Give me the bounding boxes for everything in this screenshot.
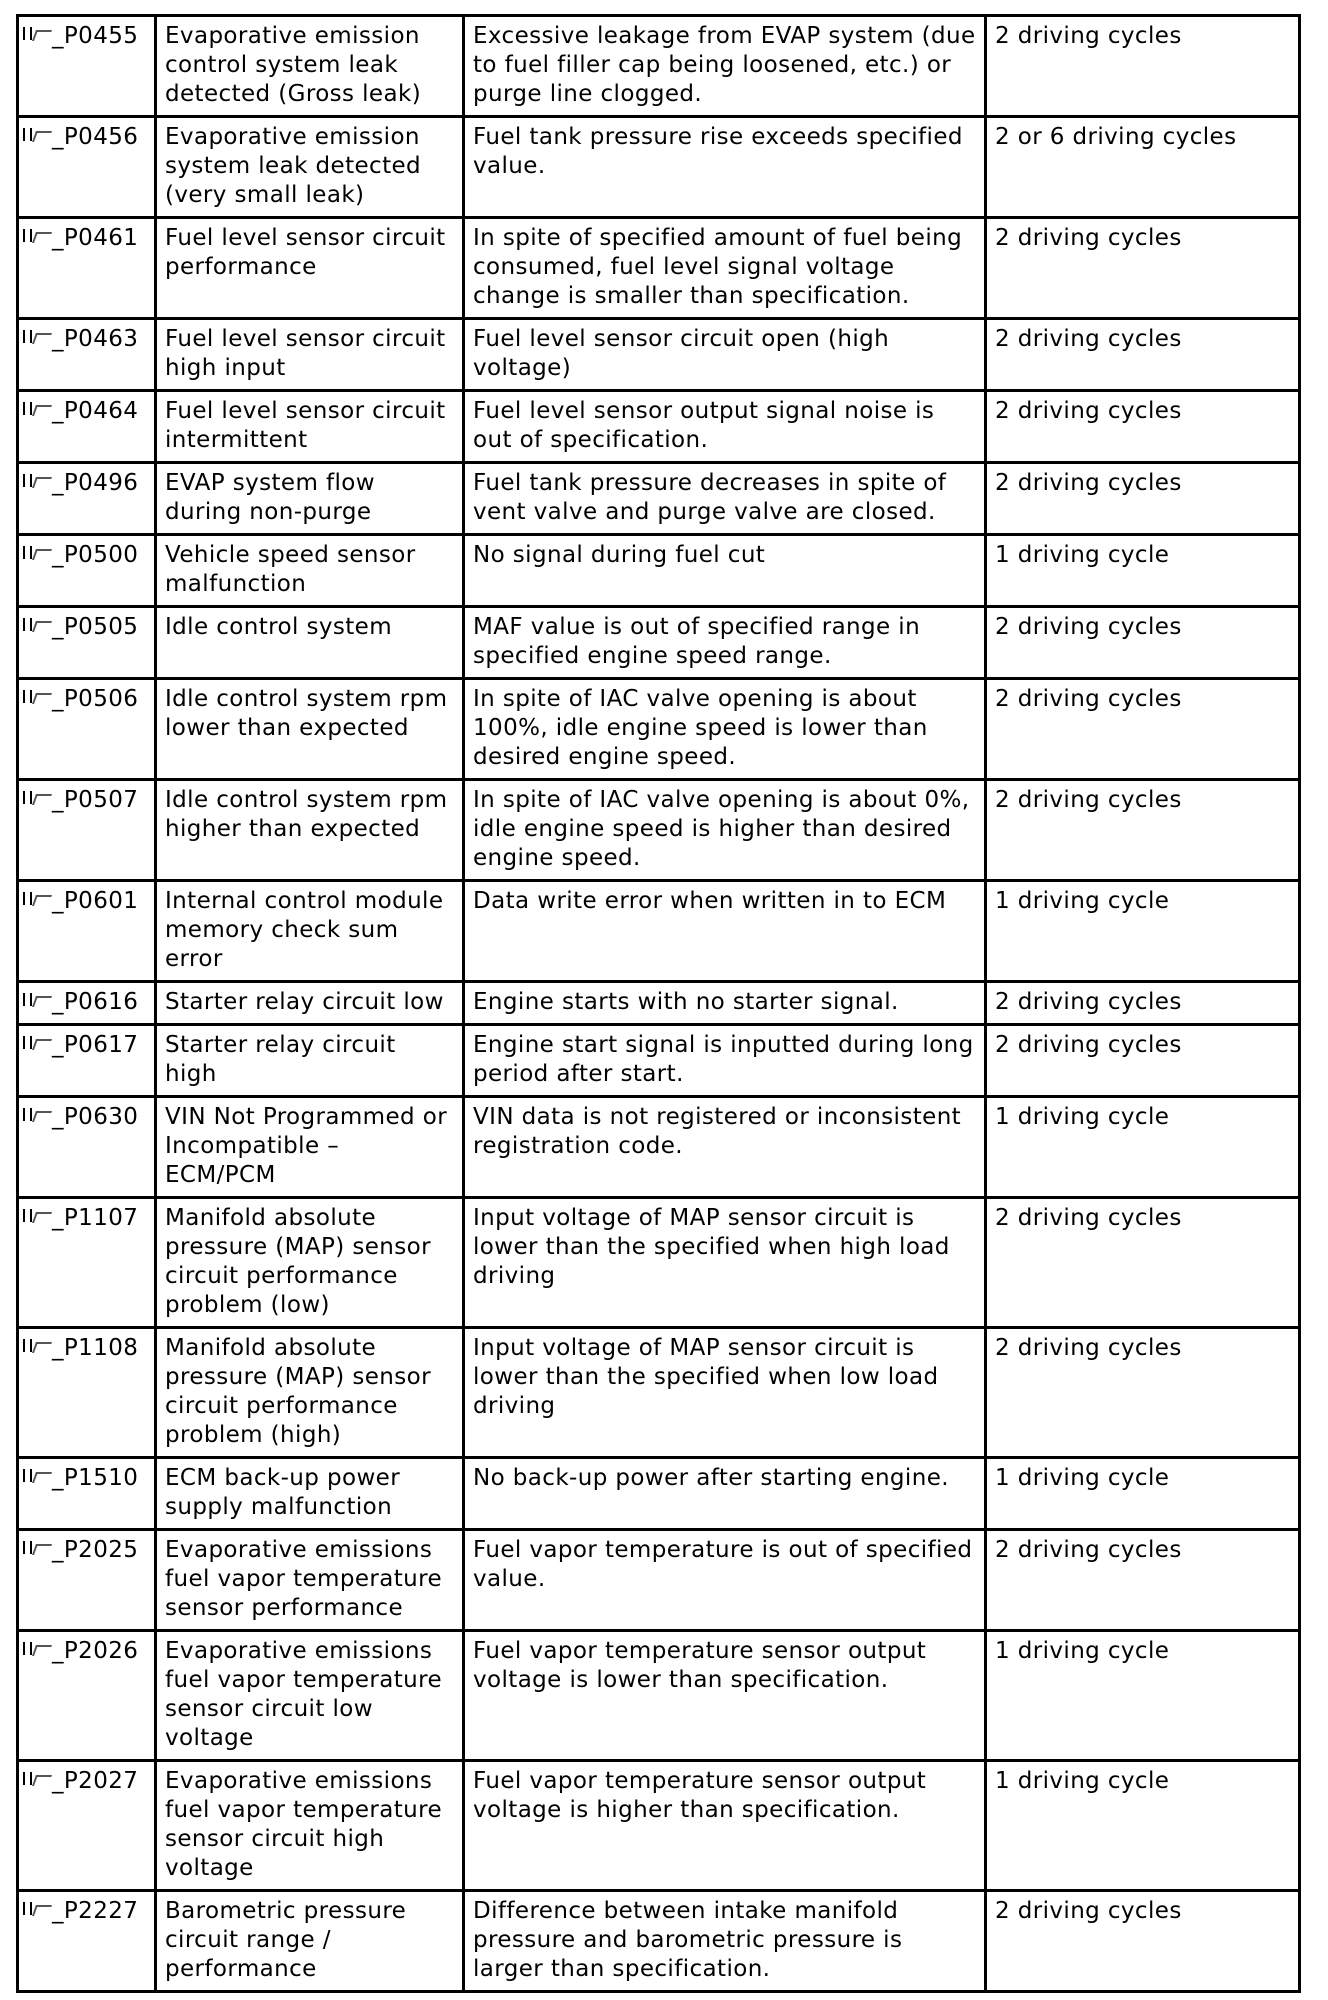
detecting-condition-cell: Fuel tank pressure decreases in spite of vent valve and purge valve are closed.: [464, 463, 986, 535]
dtc-code: _P0617: [52, 1032, 139, 1058]
table-row: [18, 463, 1300, 535]
dtc-code: _P0464: [52, 398, 139, 424]
dtc-name-cell: Evaporative emission control system leak detected (Gross leak): [156, 16, 464, 117]
detecting-condition-cell: In spite of IAC valve opening is about 100%, idle engine speed is lower than desired engine speed.: [464, 679, 986, 780]
dtc-table: [16, 14, 1301, 1993]
table-row: [18, 1097, 1300, 1198]
dtc-name-cell: EVAP system flow during non-purge: [156, 463, 464, 535]
dtc-code: _P2026: [52, 1638, 139, 1664]
detecting-condition-cell: In spite of IAC valve opening is about 0%, idle engine speed is higher than desired engine speed.: [464, 780, 986, 881]
dtc-code: _P1107: [52, 1205, 139, 1231]
dtc-link-icon: [23, 1107, 51, 1123]
dtc-link-icon: [23, 1901, 51, 1917]
dtc-code-cell[interactable]: [18, 881, 156, 982]
dtc-link-icon: [23, 1035, 51, 1051]
dtc-code: _P1108: [52, 1335, 139, 1361]
dtc-code: _P2027: [52, 1768, 139, 1794]
dtc-name-cell: ECM back-up power supply malfunction: [156, 1458, 464, 1530]
dtc-name-cell: Manifold absolute pressure (MAP) sensor circuit performance problem (high): [156, 1328, 464, 1458]
mil-trip-cell: 1 driving cycle: [986, 1761, 1300, 1891]
dtc-code-cell[interactable]: [18, 218, 156, 319]
dtc-code: _P0601: [52, 888, 139, 914]
mil-trip-cell: 2 driving cycles: [986, 1025, 1300, 1097]
dtc-link-icon: [23, 329, 51, 345]
dtc-code-cell[interactable]: [18, 780, 156, 881]
mil-trip-cell: 1 driving cycle: [986, 1097, 1300, 1198]
dtc-code-cell[interactable]: [18, 16, 156, 117]
dtc-name-cell: Starter relay circuit high: [156, 1025, 464, 1097]
dtc-code: _P0506: [52, 686, 139, 712]
mil-trip-cell: 2 driving cycles: [986, 780, 1300, 881]
detecting-condition-cell: No back-up power after starting engine.: [464, 1458, 986, 1530]
dtc-code-cell[interactable]: [18, 982, 156, 1025]
dtc-name-cell: Fuel level sensor circuit intermittent: [156, 391, 464, 463]
table-row: [18, 1328, 1300, 1458]
dtc-link-icon: [23, 1208, 51, 1224]
mil-trip-cell: 2 driving cycles: [986, 16, 1300, 117]
table-row: [18, 780, 1300, 881]
dtc-code: _P2227: [52, 1898, 139, 1924]
mil-trip-cell: 1 driving cycle: [986, 1458, 1300, 1530]
dtc-code: _P0500: [52, 542, 139, 568]
dtc-name-cell: Idle control system rpm higher than expected: [156, 780, 464, 881]
table-row: [18, 982, 1300, 1025]
dtc-link-icon: [23, 228, 51, 244]
detecting-condition-cell: VIN data is not registered or inconsistent registration code.: [464, 1097, 986, 1198]
dtc-code-cell[interactable]: [18, 1891, 156, 1992]
table-row: [18, 679, 1300, 780]
dtc-link-icon: [23, 1338, 51, 1354]
table-row: [18, 1631, 1300, 1761]
detecting-condition-cell: Fuel vapor temperature sensor output voltage is lower than specification.: [464, 1631, 986, 1761]
detecting-condition-cell: Input voltage of MAP sensor circuit is lower than the specified when high load driving: [464, 1198, 986, 1328]
detecting-condition-cell: Engine starts with no starter signal.: [464, 982, 986, 1025]
mil-trip-cell: 2 driving cycles: [986, 391, 1300, 463]
dtc-name-cell: Vehicle speed sensor malfunction: [156, 535, 464, 607]
mil-trip-cell: 2 driving cycles: [986, 1530, 1300, 1631]
dtc-code-cell[interactable]: [18, 463, 156, 535]
mil-trip-cell: 2 driving cycles: [986, 982, 1300, 1025]
detecting-condition-cell: Data write error when written in to ECM: [464, 881, 986, 982]
detecting-condition-cell: Fuel vapor temperature is out of specified value.: [464, 1530, 986, 1631]
table-row: [18, 1761, 1300, 1891]
dtc-link-icon: [23, 689, 51, 705]
dtc-name-cell: Idle control system: [156, 607, 464, 679]
dtc-name-cell: Fuel level sensor circuit performance: [156, 218, 464, 319]
dtc-code: _P2025: [52, 1537, 139, 1563]
detecting-condition-cell: Fuel tank pressure rise exceeds specified value.: [464, 117, 986, 218]
mil-trip-cell: 1 driving cycle: [986, 535, 1300, 607]
dtc-code: _P0505: [52, 614, 139, 640]
dtc-code: _P0463: [52, 326, 139, 352]
dtc-link-icon: [23, 891, 51, 907]
table-row: [18, 607, 1300, 679]
mil-trip-cell: 2 driving cycles: [986, 463, 1300, 535]
detecting-condition-cell: Difference between intake manifold pressure and barometric pressure is larger than specification.: [464, 1891, 986, 1992]
table-row: [18, 391, 1300, 463]
dtc-link-icon: [23, 1468, 51, 1484]
dtc-code: _P0461: [52, 225, 139, 251]
dtc-name-cell: Evaporative emission system leak detected (very small leak): [156, 117, 464, 218]
dtc-link-icon: [23, 401, 51, 417]
detecting-condition-cell: Fuel level sensor circuit open (high voltage): [464, 319, 986, 391]
mil-trip-cell: 2 driving cycles: [986, 1198, 1300, 1328]
table-row: [18, 1530, 1300, 1631]
table-row: [18, 1025, 1300, 1097]
dtc-code-cell[interactable]: [18, 1631, 156, 1761]
detecting-condition-cell: MAF value is out of specified range in specified engine speed range.: [464, 607, 986, 679]
dtc-link-icon: [23, 1771, 51, 1787]
dtc-code-cell[interactable]: [18, 391, 156, 463]
dtc-name-cell: Internal control module memory check sum error: [156, 881, 464, 982]
dtc-link-icon: [23, 26, 51, 42]
dtc-link-icon: [23, 1641, 51, 1657]
mil-trip-cell: 2 driving cycles: [986, 319, 1300, 391]
dtc-code-cell[interactable]: [18, 607, 156, 679]
table-row: [18, 218, 1300, 319]
mil-trip-cell: 1 driving cycle: [986, 1631, 1300, 1761]
table-row: [18, 881, 1300, 982]
dtc-name-cell: Barometric pressure circuit range / performance: [156, 1891, 464, 1992]
dtc-link-icon: [23, 617, 51, 633]
dtc-link-icon: [23, 127, 51, 143]
detecting-condition-cell: In spite of specified amount of fuel being consumed, fuel level signal voltage change is smaller than specification.: [464, 218, 986, 319]
dtc-name-cell: Idle control system rpm lower than expected: [156, 679, 464, 780]
detecting-condition-cell: Excessive leakage from EVAP system (due to fuel filler cap being loosened, etc.) or purge line clogged.: [464, 16, 986, 117]
dtc-code: _P0456: [52, 124, 139, 150]
mil-trip-cell: 2 driving cycles: [986, 1891, 1300, 1992]
dtc-code-cell[interactable]: [18, 117, 156, 218]
dtc-code: _P0630: [52, 1104, 139, 1130]
dtc-code-cell[interactable]: [18, 1097, 156, 1198]
dtc-name-cell: Evaporative emissions fuel vapor temperature sensor circuit low voltage: [156, 1631, 464, 1761]
dtc-code: _P1510: [52, 1465, 139, 1491]
mil-trip-cell: 2 driving cycles: [986, 1328, 1300, 1458]
dtc-link-icon: [23, 473, 51, 489]
dtc-code: _P0616: [52, 989, 139, 1015]
table-row: [18, 1198, 1300, 1328]
dtc-link-icon: [23, 992, 51, 1008]
dtc-code-cell[interactable]: [18, 1025, 156, 1097]
dtc-code: _P0455: [52, 23, 139, 49]
dtc-table-page: [16, 14, 1298, 1993]
dtc-link-icon: [23, 790, 51, 806]
table-row: [18, 319, 1300, 391]
detecting-condition-cell: Fuel vapor temperature sensor output voltage is higher than specification.: [464, 1761, 986, 1891]
mil-trip-cell: 2 driving cycles: [986, 679, 1300, 780]
dtc-name-cell: Evaporative emissions fuel vapor temperature sensor circuit high voltage: [156, 1761, 464, 1891]
dtc-code-cell[interactable]: [18, 1761, 156, 1891]
detecting-condition-cell: Fuel level sensor output signal noise is out of specification.: [464, 391, 986, 463]
dtc-name-cell: Starter relay circuit low: [156, 982, 464, 1025]
dtc-code-cell[interactable]: [18, 319, 156, 391]
dtc-link-icon: [23, 545, 51, 561]
dtc-code: _P0507: [52, 787, 139, 813]
dtc-name-cell: VIN Not Programmed or Incompatible – ECM/PCM: [156, 1097, 464, 1198]
dtc-code-cell[interactable]: [18, 535, 156, 607]
mil-trip-cell: 2 driving cycles: [986, 218, 1300, 319]
table-row: [18, 535, 1300, 607]
mil-trip-cell: 2 driving cycles: [986, 607, 1300, 679]
dtc-code-cell[interactable]: [18, 1530, 156, 1631]
dtc-code: _P0496: [52, 470, 139, 496]
table-row: [18, 1891, 1300, 1992]
dtc-code-cell[interactable]: [18, 1328, 156, 1458]
dtc-code-cell[interactable]: [18, 679, 156, 780]
dtc-name-cell: Evaporative emissions fuel vapor temperature sensor performance: [156, 1530, 464, 1631]
dtc-name-cell: Fuel level sensor circuit high input: [156, 319, 464, 391]
dtc-name-cell: Manifold absolute pressure (MAP) sensor circuit performance problem (low): [156, 1198, 464, 1328]
table-row: [18, 117, 1300, 218]
mil-trip-cell: 2 or 6 driving cycles: [986, 117, 1300, 218]
dtc-code-cell[interactable]: [18, 1198, 156, 1328]
detecting-condition-cell: No signal during fuel cut: [464, 535, 986, 607]
detecting-condition-cell: Input voltage of MAP sensor circuit is lower than the specified when low load driving: [464, 1328, 986, 1458]
detecting-condition-cell: Engine start signal is inputted during long period after start.: [464, 1025, 986, 1097]
table-row: [18, 1458, 1300, 1530]
dtc-link-icon: [23, 1540, 51, 1556]
table-row: [18, 16, 1300, 117]
dtc-code-cell[interactable]: [18, 1458, 156, 1530]
mil-trip-cell: 1 driving cycle: [986, 881, 1300, 982]
